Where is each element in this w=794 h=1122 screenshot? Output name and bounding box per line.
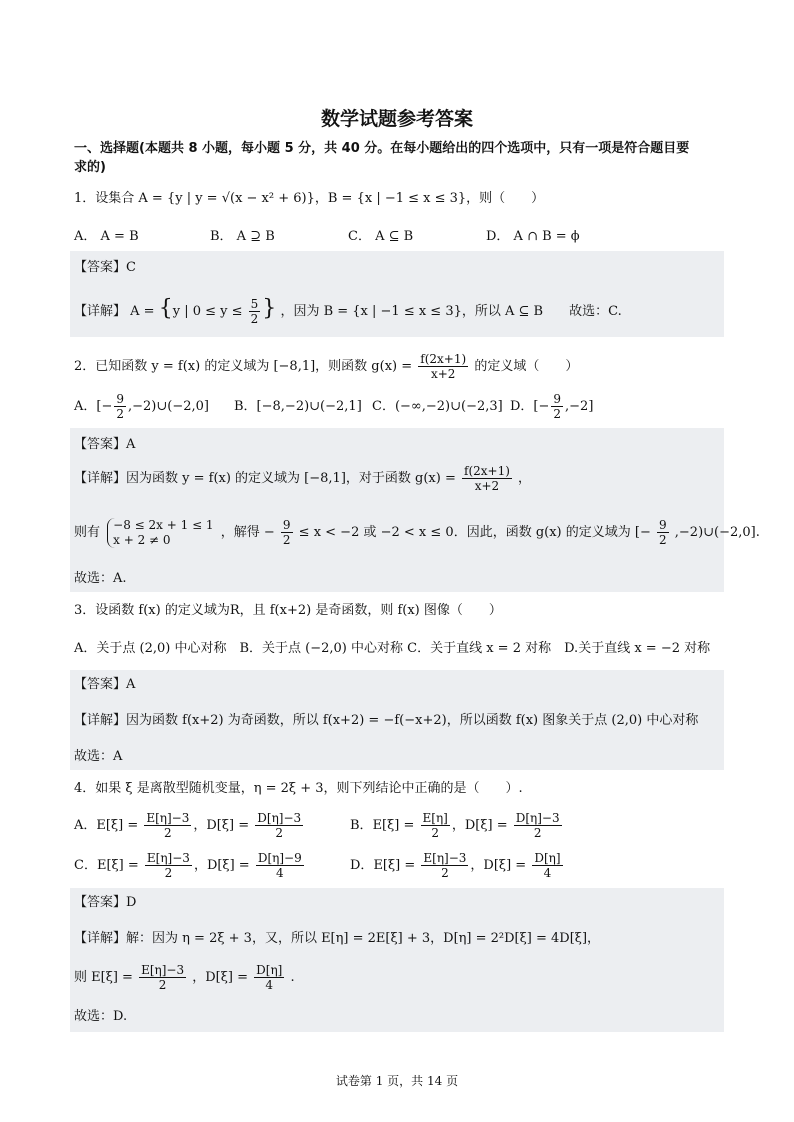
q2-detail-line-1: 【详解】因为函数 y = f(x) 的定义域为 [−8,1]，对于函数 g(x) = $\frac{f(2x+1)}{x+2}$ ，	[74, 464, 532, 493]
q2-detail-system: −8 ≤ 2x + 1 ≤ 1 x + 2 ≠ 0	[107, 518, 213, 548]
q4-option-d: D．E[ξ] = $\frac{E[\eta]-3}{2}$ ，D[ξ] = $\frac{D[\eta]}{4}$	[350, 851, 561, 880]
q2-option-d: D．[− $\frac{9}{2}$ ,−2]	[510, 392, 594, 421]
q2-stem-fraction: $\frac{f(2x+1)}{x+2}$	[420, 352, 467, 381]
q4-option-b: B．E[ξ] = $\frac{E[\eta]}{2}$ ，D[ξ] = $\frac{D[\eta]-3}{2}$	[350, 811, 560, 840]
section-header-line-2: 求的)	[74, 160, 106, 175]
q2-option-b: B．[−8,−2)∪(−2,1]	[234, 399, 362, 414]
q1-stem: 1．设集合 A = {y | y = √(x − x² + 6)}，B = {x | −1 ≤ x ≤ 3}，则（ ）	[74, 191, 545, 206]
q1-option-b: B． A ⊇ B	[210, 229, 275, 244]
q3-stem: 3．设函数 f(x) 的定义域为R，且 f(x+2) 是奇函数，则 f(x) 图像（ ）	[74, 603, 502, 618]
q2-stem: 2．已知函数 y = f(x) 的定义域为 [−8,1]，则函数 g(x) = $\frac{f(2x+1)}{x+2}$ 的定义域（ ）	[74, 352, 579, 381]
q4-detail-line-1: 【详解】解：因为 η = 2ξ + 3，又，所以 E[η] = 2E[ξ] + 3，D[η] = 2²D[ξ] = 4D[ξ]，	[74, 931, 601, 946]
q2-choice: 故选：A.	[74, 571, 127, 586]
q2-option-a: A．[− $\frac{9}{2}$ ,−2)∪(−2,0]	[74, 392, 209, 421]
q2-option-c: C．(−∞,−2)∪(−2,3]	[372, 399, 503, 414]
q4-detail-line-2: 则 E[ξ] = $\frac{E[\eta]-3}{2}$ ，D[ξ] = $\frac{D[\eta]}{4}$ .	[74, 963, 295, 992]
q1-option-d: D． A ∩ B = ϕ	[486, 229, 580, 244]
q4-option-a: A．E[ξ] = $\frac{E[\eta]-3}{2}$ ，D[ξ] = $\frac{D[\eta]-3}{2}$	[74, 811, 302, 840]
q1-option-a: A． A = B	[74, 229, 139, 244]
q1-detail-fraction: $\frac{5}{2}$	[250, 297, 259, 326]
q2-answer: 【答案】A	[74, 437, 136, 452]
q1-option-c: C． A ⊆ B	[348, 229, 414, 244]
q1-detail-rest: ，因为 B = {x | −1 ≤ x ≤ 3}，所以 A ⊆ B 故选：C.	[280, 304, 622, 319]
q1-detail: 【详解】 A = {y | 0 ≤ y ≤ $\frac{5}{2}$ } ，因为 B = {x | −1 ≤ x ≤ 3}，所以 A ⊆ B 故选：C.	[74, 296, 622, 326]
q4-choice: 故选：D.	[74, 1009, 128, 1024]
q4-answer: 【答案】D	[74, 895, 137, 910]
q1-detail-set: y | 0 ≤ y ≤	[172, 304, 243, 319]
q3-detail: 【详解】因为函数 f(x+2) 为奇函数，所以 f(x+2) = −f(−x+2)，所以函数 f(x) 图象关于点 (2,0) 中心对称	[74, 713, 699, 728]
q3-options: A．关于点 (2,0) 中心对称 B．关于点 (−2,0) 中心对称 C．关于直线 x = 2 对称 D.关于直线 x = −2 对称	[74, 641, 711, 656]
section-header-line-1: 一、选择题(本题共 8 小题，每小题 5 分，共 40 分。在每小题给出的四个选项中，只有一项是符合题目要	[74, 141, 690, 156]
q1-answer: 【答案】C	[74, 260, 136, 275]
page-title: 数学试题参考答案	[320, 108, 473, 130]
q3-answer: 【答案】A	[74, 677, 136, 692]
page-footer: 试卷第 1 页，共 14 页	[335, 1074, 459, 1088]
q4-option-c: C．E[ξ] = $\frac{E[\eta]-3}{2}$ ，D[ξ] = $\frac{D[\eta]-9}{4}$	[74, 851, 302, 880]
q2-detail-line-2: 则有 −8 ≤ 2x + 1 ≤ 1 x + 2 ≠ 0 ，解得 − $\frac{9}{2}$ ≤ x < −2 或 −2 < x ≤ 0．因此，函数 g(x) 的定义域为 [− $\frac{9}{2}$ ,−2)∪(−2,0].	[74, 517, 760, 547]
q1-detail-a: A =	[130, 304, 155, 319]
q3-choice: 故选：A	[74, 749, 123, 764]
q1-detail-prefix: 【详解】	[74, 304, 127, 319]
q4-stem: 4．如果 ξ 是离散型随机变量，η = 2ξ + 3，则下列结论中正确的是（ ）.	[74, 781, 523, 796]
